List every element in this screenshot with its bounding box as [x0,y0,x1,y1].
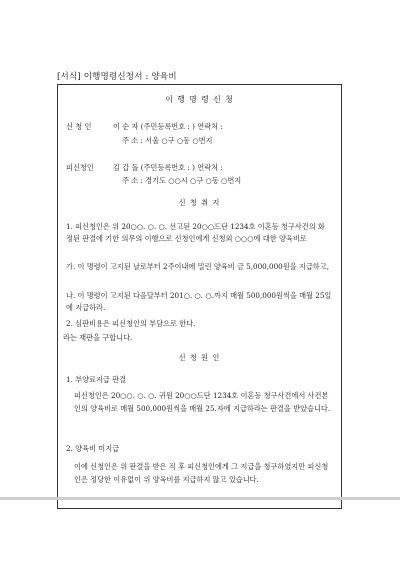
application-form [57,84,342,509]
respondent-role: 피신청인 [66,163,94,172]
reason-section-1-body: 피신청인은 20○○. ○. ○. 귀원 20○○드단 1234호 이혼등 청구사건에서 사건본인의 양육비로 매월 500,000원씩을 매월 25.자에 지급하라는 판결을 받았습니다. [74,391,331,413]
purpose-item-2: 2. 심판비용은 피신청인의 부담으로 한다. [66,319,196,328]
reason-section-2-title: 2. 양육비 미지급 [66,444,120,453]
reason-section-2-body: 이에 신청인은 위 판결을 받은 직 후 피신청인에게 그 지급을 청구하였지만 피신청인은 정당한 이유없이 위 양육비를 지급하지 않고 있습니다. [74,462,329,484]
respondent-line1: 김 갑 돌 (주민등록번호 : ) 연락처 : [113,163,223,172]
applicant-line1: 이 순 자 (주민등록번호 : ) 연락처 : [113,122,223,131]
purpose-item-1: 1. 피신청인은 위 20○○. ○. ○. 선고된 20○○드단 1234호 이혼등 청구사건의 화정된 판결에 기한 의무의 이행으로 신청인에게 신청외 ○○○에 대한 양육비로 [66,222,325,243]
purpose-heading: 신 청 취 지 [178,198,221,207]
page-fold-shadow [0,497,400,500]
purpose-item-na: 나. 이 명령이 고지된 다음달부터 201○. ○. ○.까지 매월 500,000원씩을 매월 25일에 지급하라. [66,291,332,312]
form-label: [서식] 이행명령신청서 : 양육비 [57,72,177,82]
applicant-role: 신 청 인 [66,122,92,131]
document-title: 이 행 명 령 신 청 [165,95,234,104]
reason-heading: 신 청 원 인 [178,353,221,362]
purpose-item-ga: 가. 이 명령이 고지된 날로부터 2주이내에 밀린 양육비 금 5,000,000원을 지급하고, [66,262,329,271]
reason-section-1-title: 1. 부양료지급 판결 [66,375,127,384]
applicant-address: 주 소 : 서울 ○구 ○동 ○번지 [122,136,213,145]
respondent-address: 주 소 : 경기도 ○○시 ○구 ○동 ○번지 [122,176,242,185]
purpose-closing: 라는 재판을 구합니다. [63,333,133,342]
